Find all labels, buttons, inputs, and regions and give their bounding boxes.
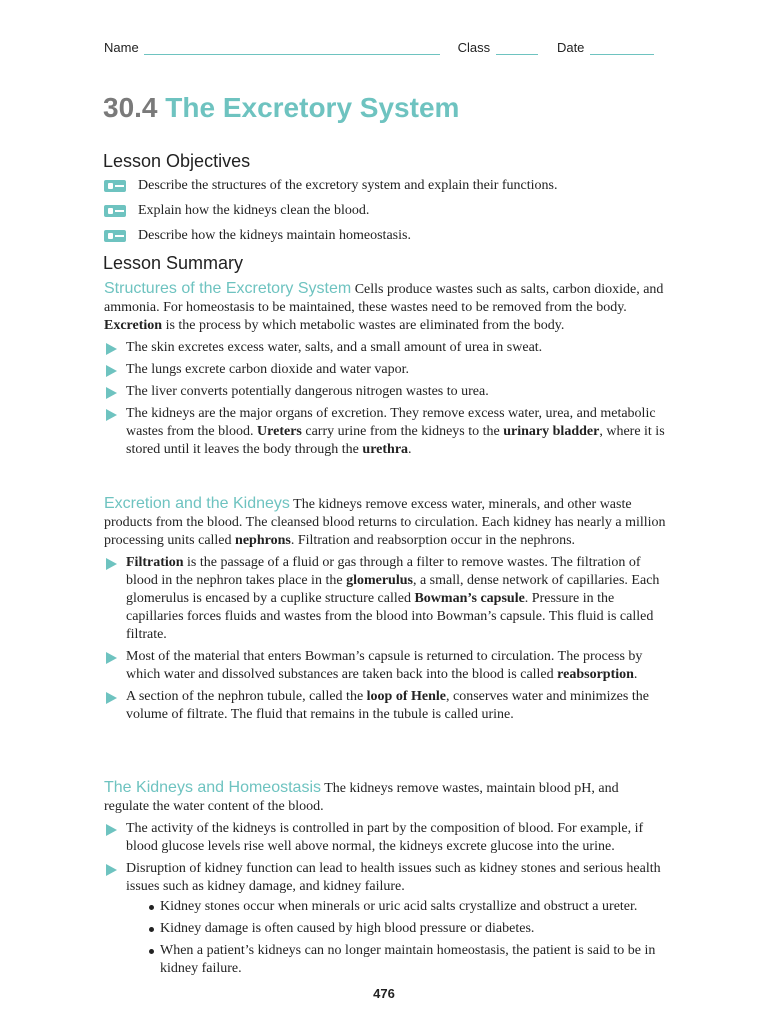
section-number: 30.4 bbox=[103, 92, 158, 123]
list-item: Most of the material that enters Bowman’s capsule is returned to circulation. The process by which water and dissolved substances are taken back into the blood is called reabsorption. bbox=[104, 648, 666, 684]
term-loop-of-henle: loop of Henle bbox=[366, 689, 446, 704]
triangle-bullet-icon bbox=[106, 343, 117, 355]
sub-bullet-list bbox=[148, 898, 666, 978]
structures-heading: Structures of the Excretory System bbox=[104, 280, 352, 297]
list-item: The skin excretes excess water, salts, and a small amount of urea in sweat. bbox=[104, 339, 666, 357]
triangle-bullet-icon bbox=[106, 558, 117, 570]
objective-item bbox=[104, 227, 664, 244]
page-title bbox=[103, 92, 459, 124]
class-blank[interactable] bbox=[496, 41, 538, 55]
triangle-bullet-icon bbox=[106, 652, 117, 664]
structures-section bbox=[104, 280, 666, 463]
term-urethra: urethra bbox=[362, 442, 409, 457]
triangle-bullet-icon bbox=[106, 365, 117, 377]
term-nephrons: nephrons bbox=[235, 533, 291, 548]
list-item: Filtration is the passage of a fluid or gas through a filter to remove wastes. The filtration of blood in the nephron takes place in the glomerulus, a small, dense network of capillaries. Each glomerulus is encased by a cuplike structure called Bowman’s capsule. Pressure in the capillaries forces fluids and wastes from the blood into Bowman’s capsule. This fluid is called filtrate. bbox=[104, 554, 666, 644]
date-blank[interactable] bbox=[590, 41, 654, 55]
term-ureters: Ureters bbox=[257, 424, 302, 439]
list-item: A section of the nephron tubule, called the loop of Henle, conserves water and minimizes the volume of filtrate. The fluid that remains in the tubule is called urine. bbox=[104, 688, 666, 724]
objective-item bbox=[104, 202, 664, 219]
term-reabsorption: reabsorption bbox=[557, 667, 634, 682]
objective-bullet-icon bbox=[104, 230, 126, 242]
list-item: The kidneys are the major organs of excretion. They remove excess water, urea, and metabolic wastes from the blood. Ureters carry urine from the kidneys to the urinary bladder, where it is stored until it leaves the body through the urethra. bbox=[104, 405, 666, 459]
worksheet-header bbox=[104, 40, 654, 55]
list-item: Disruption of kidney function can lead to health issues such as kidney stones and serious health issues such as kidney damage, and kidney failure. Kidney stones occur when minerals or uric acid salts crystallize and obstruct a ureter. Kidney damage is often caused by high blood pressure or diabetes. When a patient’s kidneys can no longer maintain homeostasis, the patient is said to be in kidney failure. bbox=[104, 860, 666, 978]
class-label: Class bbox=[457, 40, 491, 55]
triangle-bullet-icon bbox=[106, 387, 117, 399]
kidneys-intro: Excretion and the Kidneys The kidneys remove excess water, minerals, and other waste products from the blood. The cleansed blood returns to circulation. Each kidney has nearly a million processing units called nephrons. Filtration and reabsorption occur in the nephrons. bbox=[104, 495, 666, 548]
homeostasis-bullet-list bbox=[104, 820, 666, 978]
list-item: The liver converts potentially dangerous nitrogen wastes to urea. bbox=[104, 383, 666, 401]
term-glomerulus: glomerulus bbox=[346, 573, 413, 588]
date-label: Date bbox=[556, 40, 585, 55]
kidneys-heading: Excretion and the Kidneys bbox=[104, 495, 290, 512]
sub-list-item: When a patient’s kidneys can no longer maintain homeostasis, the patient is said to be in kidney failure. bbox=[148, 942, 666, 978]
objective-item bbox=[104, 177, 664, 194]
objectives-heading: Lesson Objectives bbox=[103, 151, 251, 171]
objective-text: Explain how the kidneys clean the blood. bbox=[138, 203, 370, 218]
list-item: The lungs excrete carbon dioxide and water vapor. bbox=[104, 361, 666, 379]
objective-text: Describe the structures of the excretory system and explain their functions. bbox=[138, 178, 558, 193]
triangle-bullet-icon bbox=[106, 409, 117, 421]
structures-intro: Structures of the Excretory System Cells produce wastes such as salts, carbon dioxide, and ammonia. For homeostasis to be maintained, these wastes need to be removed from the body. Excretion is the process by which metabolic wastes are eliminated from the body. bbox=[104, 280, 664, 333]
term-urinary-bladder: urinary bladder bbox=[503, 424, 600, 439]
summary-heading: Lesson Summary bbox=[103, 253, 244, 273]
homeostasis-section bbox=[104, 779, 666, 982]
name-blank[interactable] bbox=[144, 41, 440, 55]
name-label: Name bbox=[104, 40, 139, 55]
homeostasis-heading: The Kidneys and Homeostasis bbox=[104, 779, 321, 796]
sub-list-item: Kidney stones occur when minerals or uric acid salts crystallize and obstruct a ureter. bbox=[148, 898, 666, 916]
objectives-list bbox=[104, 177, 664, 252]
term-excretion: Excretion bbox=[104, 318, 163, 333]
section-title: The Excretory System bbox=[165, 92, 460, 123]
sub-list-item: Kidney damage is often caused by high blood pressure or diabetes. bbox=[148, 920, 666, 938]
dot-bullet-icon bbox=[149, 905, 154, 910]
page-number: 476 bbox=[373, 986, 395, 1001]
triangle-bullet-icon bbox=[106, 824, 117, 836]
dot-bullet-icon bbox=[149, 927, 154, 932]
objective-text: Describe how the kidneys maintain homeostasis. bbox=[138, 228, 411, 243]
list-item: The activity of the kidneys is controlled in part by the composition of blood. For example, if blood glucose levels rise well above normal, the kidneys excrete glucose into the urine. bbox=[104, 820, 666, 856]
dot-bullet-icon bbox=[149, 949, 154, 954]
term-bowmans-capsule: Bowman’s capsule bbox=[414, 591, 525, 606]
kidneys-bullet-list bbox=[104, 554, 666, 724]
kidneys-section bbox=[104, 495, 666, 728]
triangle-bullet-icon bbox=[106, 692, 117, 704]
triangle-bullet-icon bbox=[106, 864, 117, 876]
term-filtration: Filtration bbox=[126, 555, 184, 570]
structures-bullet-list bbox=[104, 339, 666, 459]
objective-bullet-icon bbox=[104, 180, 126, 192]
homeostasis-intro: The Kidneys and Homeostasis The kidneys remove wastes, maintain blood pH, and regulate the water content of the blood. bbox=[104, 779, 619, 814]
objective-bullet-icon bbox=[104, 205, 126, 217]
